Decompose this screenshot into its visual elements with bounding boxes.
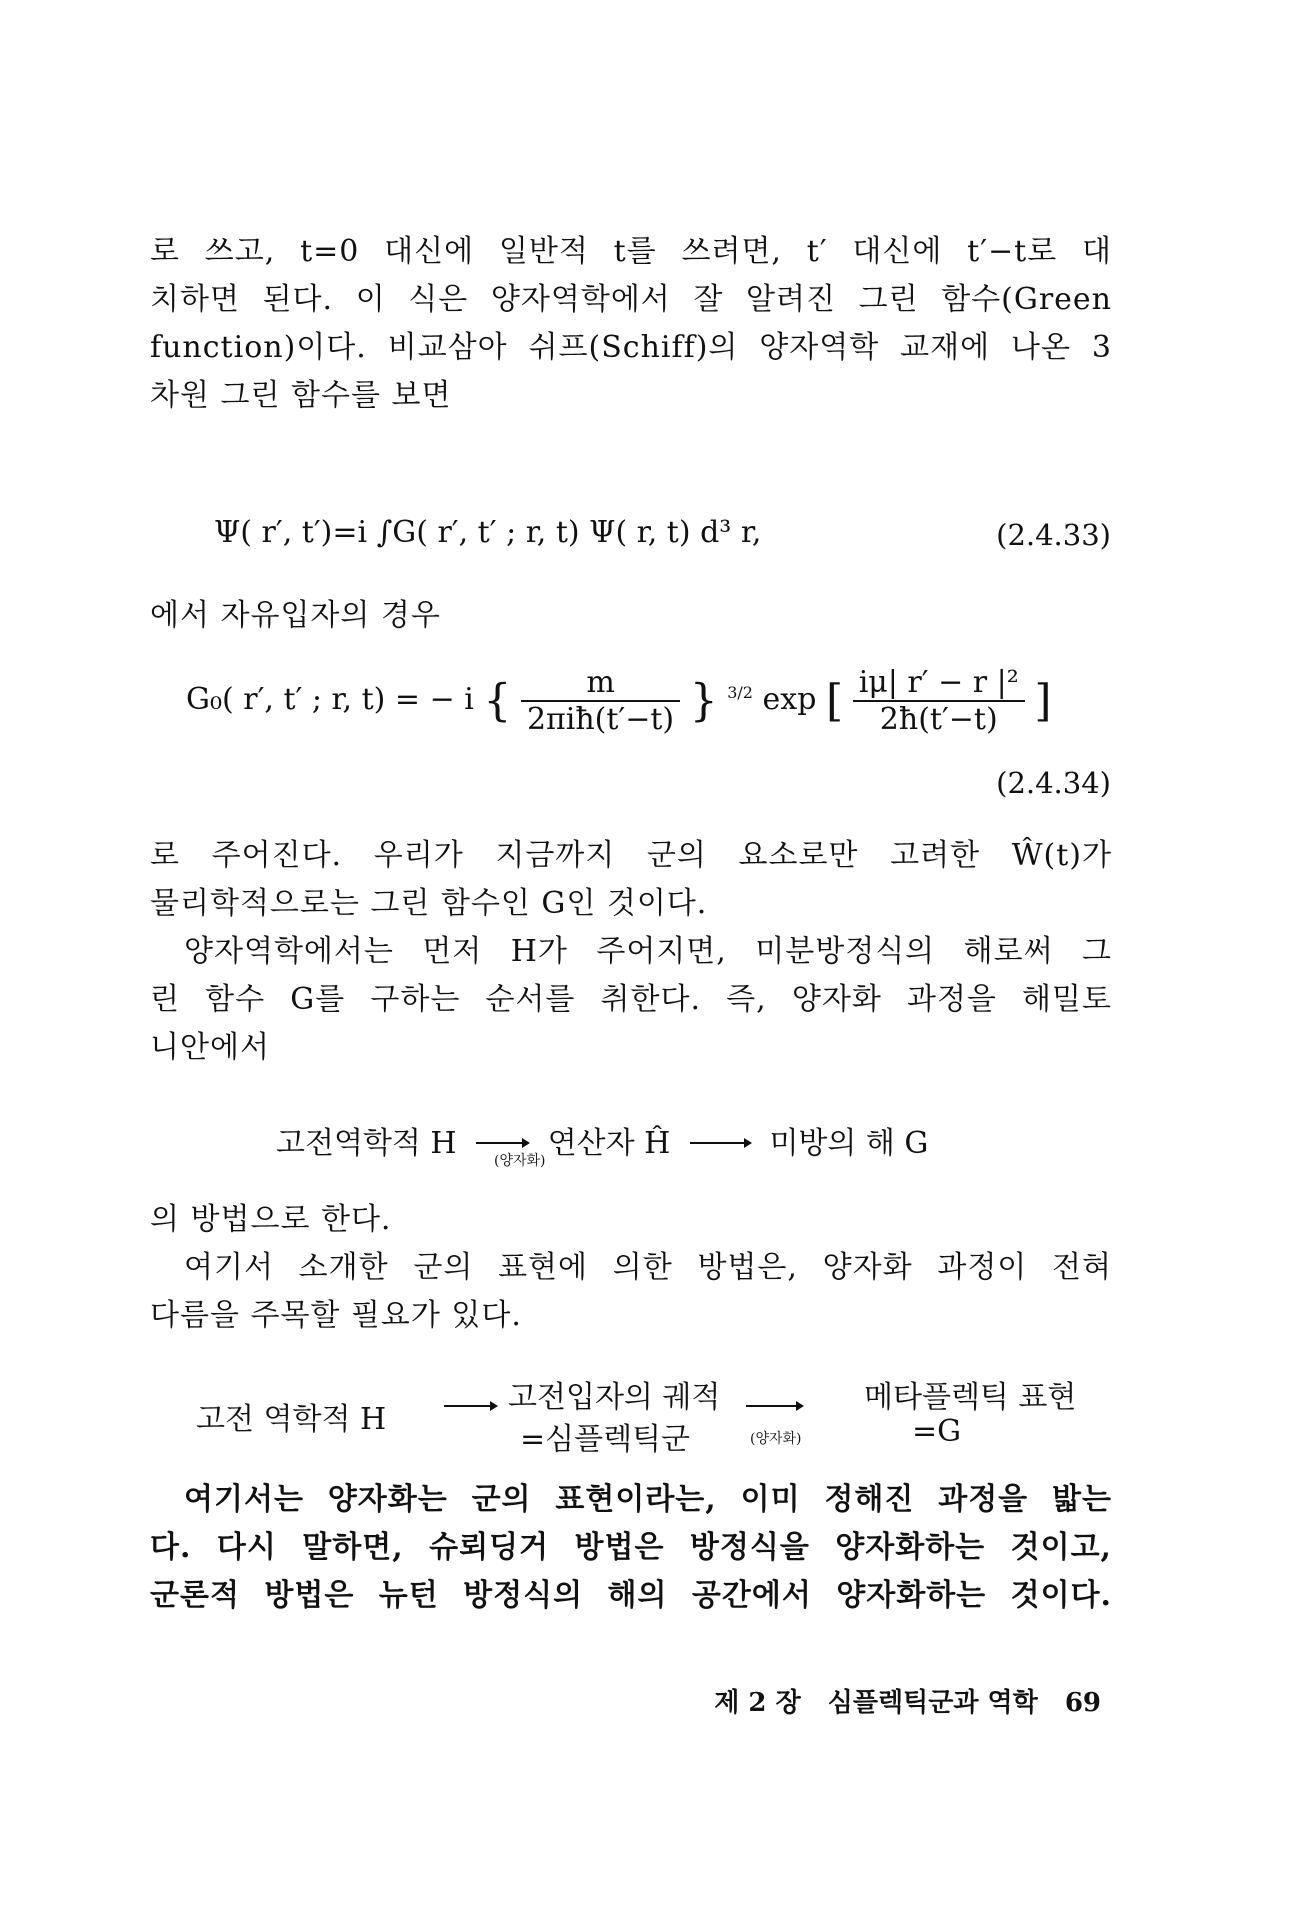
equation-lhs: G₀( r′, t′ ; r, t) = − i <box>186 682 474 717</box>
text-line: 여기서는 양자화는 군의 표현이라는, 이미 정해진 과정을 밟는 <box>184 1482 1112 1517</box>
equation-number: (2.4.34) <box>996 766 1111 800</box>
exponent: 3/2 <box>727 683 753 702</box>
scheme-start: 고전 역학적 H <box>196 1402 387 1437</box>
text-line: 군론적 방법은 뉴턴 방정식의 해의 공간에서 양자화하는 것이다. <box>150 1578 1112 1613</box>
chapter-label: 제 2 장 <box>714 1688 801 1718</box>
text-line: 물리학적으로는 그린 함수인 G인 것이다. <box>150 886 708 921</box>
exp-denominator: 2ħ(t′−t) <box>879 702 998 737</box>
text-line: 다. 다시 말하면, 슈뢰딩거 방법은 방정식을 양자화하는 것이고, <box>150 1530 1112 1565</box>
exp-numerator: iμ| r′ − r |² <box>853 665 1025 702</box>
scheme-bottom: =심플렉틱군 <box>520 1422 691 1457</box>
equation-number: (2.4.33) <box>996 518 1111 552</box>
equation-2-4-33: Ψ( r′, t′)=i ∫G( r′, t′ ; r, t) Ψ( r, t) d³ r, <box>214 515 762 550</box>
scheme-start: 고전역학적 H <box>276 1126 457 1161</box>
right-arrow-icon <box>744 1396 804 1416</box>
paragraph-4 <box>150 928 1112 1072</box>
fraction-numerator: m <box>521 665 680 702</box>
text-line: 다름을 주목할 필요가 있다. <box>150 1298 522 1333</box>
fraction <box>521 665 680 737</box>
left-brace: { <box>483 675 512 727</box>
text-line: 차원 그린 함수를 보면 <box>150 378 452 413</box>
paragraph-1 <box>150 228 1112 420</box>
text-line: 양자역학에서는 먼저 H가 주어지면, 미분방정식의 해로써 그 <box>184 934 1112 969</box>
text-line: 로 쓰고, t=0 대신에 일반적 t를 쓰려면, t′ 대신에 t′−t로 대 <box>150 234 1112 269</box>
scheme-end: 미방의 해 G <box>769 1126 929 1161</box>
exp-fraction <box>853 665 1025 737</box>
right-arrow-icon <box>442 1396 498 1416</box>
text-line: function)이다. 비교삼아 쉬프(Schiff)의 양자역학 교재에 나온 3 <box>150 330 1112 365</box>
page-footer <box>696 1682 1101 1719</box>
page-number: 69 <box>1064 1688 1101 1718</box>
exp-function: exp <box>762 682 817 717</box>
equation-2-4-34 <box>186 665 1052 737</box>
paragraph-2 <box>150 592 1112 640</box>
paragraph-6 <box>150 1244 1112 1340</box>
paragraph-5 <box>150 1196 1112 1244</box>
scheme-mid: 연산자 Ĥ <box>547 1126 671 1161</box>
arrow-label: (양자화) <box>750 1431 802 1447</box>
text-line: 의 방법으로 한다. <box>150 1202 392 1237</box>
right-arrow-icon <box>688 1133 752 1153</box>
paragraph-3 <box>150 832 1112 928</box>
text-line: 린 함수 G를 구하는 순서를 취한다. 즉, 양자화 과정을 해밀토 <box>150 982 1112 1017</box>
scheme-right-bottom: =G <box>912 1414 962 1449</box>
right-bracket: ] <box>1034 675 1052 727</box>
text-line: 니안에서 <box>150 1030 270 1065</box>
arrow <box>688 1126 752 1161</box>
text-line: 에서 자유입자의 경우 <box>150 598 441 633</box>
left-bracket: [ <box>825 675 844 727</box>
text-line: 여기서 소개한 군의 표현에 의한 방법은, 양자화 과정이 전혀 <box>184 1250 1112 1285</box>
arrow-label: (양자화) <box>494 1153 546 1169</box>
fraction-denominator: 2πiħ(t′−t) <box>526 702 675 737</box>
right-brace: } <box>689 675 718 727</box>
text-line: 치하면 된다. 이 식은 양자역학에서 잘 알려진 그린 함수(Green <box>150 282 1112 317</box>
scheme-right-top: 메타플렉틱 표현 <box>864 1380 1077 1415</box>
text-line: 로 주어진다. 우리가 지금까지 군의 요소로만 고려한 Ŵ(t)가 <box>150 838 1112 873</box>
quantization-scheme-1 <box>276 1118 928 1162</box>
paragraph-7 <box>150 1476 1112 1620</box>
chapter-title: 심플렉틱군과 역학 <box>827 1688 1038 1718</box>
scheme-top: 고전입자의 궤적 <box>508 1380 721 1415</box>
